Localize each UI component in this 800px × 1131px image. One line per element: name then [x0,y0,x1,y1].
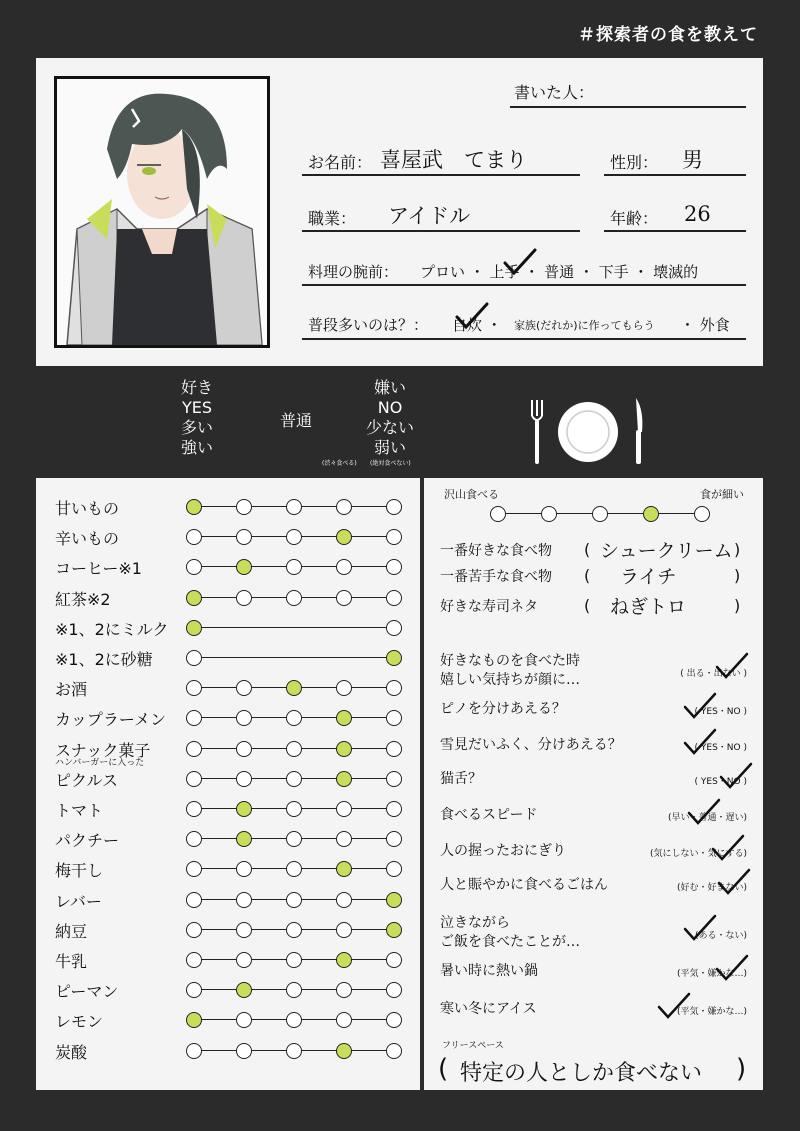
question-options: (好む・好まない) [676,883,747,893]
scale-option-2[interactable] [236,499,252,515]
scale-option-4[interactable] [336,741,352,757]
scale-option-3[interactable] [286,771,302,787]
usual-option-2: 家族(だれか)に作ってもらう [514,319,655,332]
writer-line [510,106,746,108]
scale-option-4[interactable] [336,680,352,696]
scale-option-4[interactable] [336,1043,352,1059]
sushi-label: 好きな寿司ネタ [440,599,538,615]
preference-label: 炭酸 [55,1042,88,1062]
scale-option-2[interactable] [236,922,252,938]
preference-scale[interactable] [186,861,396,877]
scale-option-5[interactable] [386,922,402,938]
preference-scale[interactable] [186,559,396,575]
question-options: ( YES・NO ) [694,707,747,717]
preference-label: トマト [55,801,104,820]
gender-value: 男 [682,148,703,172]
preference-sublabel: ハンバーガーに入った [55,757,145,768]
question-text-1: 猫舌？ [440,771,482,787]
cooking-options: プロい ・ 上手 ・ 普通 ・ 下手 ・ 壊滅的 [420,263,699,281]
age-value: 26 [684,202,711,226]
preference-scale[interactable] [186,801,396,817]
scale-right-1: 嫌い [373,378,406,397]
appetite-option-1[interactable] [490,506,506,522]
scale-option-2[interactable] [236,1012,252,1028]
preference-row [36,975,420,1005]
question-text-1: 泣きながら [440,915,510,931]
scale-option-5[interactable] [386,680,402,696]
check-icon [714,954,750,982]
preference-label: ピーマン [55,982,119,1002]
check-icon [686,798,722,826]
preference-label: 紅茶※2 [55,589,111,609]
scale-option-4[interactable] [336,952,352,968]
job-label: 職業： [308,209,357,228]
name-value: 喜屋武 てまり [380,148,527,172]
scale-option-3[interactable] [286,801,302,817]
cooking-check-icon [502,248,538,276]
name-label: お名前： [308,153,373,172]
scale-option-4[interactable] [336,892,352,908]
appetite-option-2[interactable] [541,506,557,522]
scale-option-2[interactable] [236,801,252,817]
question-options: ( YES・NO ) [694,777,747,787]
scale-option-2[interactable] [386,620,402,636]
scale-option-1[interactable] [186,952,202,968]
question-text-1: 暑い時に熱い鍋 [440,963,538,979]
preference-scale[interactable] [186,650,396,666]
least-favorite-open-paren: ( [584,566,591,585]
preference-scale[interactable] [186,741,396,757]
question-text-2: ご飯を食べたことが… [440,934,580,950]
least-favorite-food-value: ライチ [620,566,677,588]
preference-row [36,915,420,945]
preference-scale[interactable] [186,1043,396,1059]
scale-option-5[interactable] [386,831,402,847]
scale-option-4[interactable] [336,499,352,515]
sushi-open-paren: ( [584,596,591,615]
question-options: (早い・普通・遅い) [667,813,747,823]
scale-option-1[interactable] [186,892,202,908]
preference-label: 辛いもの [55,529,120,549]
scale-option-2[interactable] [236,1043,252,1059]
scale-option-4[interactable] [336,982,352,998]
preference-label: お酒 [55,680,88,700]
scale-option-2[interactable] [236,861,252,877]
scale-option-4[interactable] [336,559,352,575]
scale-small-note-2: (絶対食べない) [370,460,411,467]
preference-card [36,478,420,1090]
least-favorite-close-paren: ) [734,566,741,585]
scale-left-3: 多い [180,418,213,437]
scale-option-4[interactable] [336,590,352,606]
preference-label: ※1、2に砂糖 [55,650,153,669]
question-text-2: 嬉しい気持ちが顔に… [440,672,580,688]
preference-scale[interactable] [186,1012,396,1028]
preference-scale[interactable] [186,831,396,847]
appetite-option-5[interactable] [694,506,710,522]
scale-option-4[interactable] [336,771,352,787]
scale-option-1[interactable] [186,529,202,545]
scale-option-2[interactable] [236,831,252,847]
preference-row [36,945,420,975]
scale-option-3[interactable] [286,892,302,908]
preference-row [36,885,420,915]
job-line [302,230,580,232]
scale-option-3[interactable] [286,680,302,696]
scale-option-1[interactable] [186,559,202,575]
preference-row [36,492,420,522]
usual-line [302,338,746,340]
scale-line [194,657,388,658]
scale-option-5[interactable] [386,559,402,575]
preference-label: スナック菓子 [55,740,151,760]
preference-row [36,583,420,613]
cooking-label: 料理の腕前： [308,263,399,281]
scale-option-2[interactable] [236,892,252,908]
preference-row [36,703,420,733]
usual-label: 普段多いのは？： [308,316,429,334]
appetite-option-3[interactable] [592,506,608,522]
scale-option-1[interactable] [186,590,202,606]
job-value: アイドル [388,204,471,228]
scale-header [0,368,800,468]
cutlery-icon [524,396,654,468]
check-icon [710,834,746,862]
preference-scale[interactable] [186,620,396,636]
preference-label: ※1、2にミルク [55,619,169,639]
preference-label: 梅干し [55,861,104,881]
scale-right-4: 弱い [373,438,406,457]
page-title: ＃探索者の食を教えて [578,25,758,45]
scale-option-3[interactable] [286,922,302,938]
scale-option-2[interactable] [236,680,252,696]
check-icon [682,728,718,756]
preference-label: 納豆 [55,921,88,941]
check-icon [718,762,754,790]
scale-option-3[interactable] [286,529,302,545]
writer-label: 書いた人： [514,83,595,102]
preference-label: レバー [55,891,102,911]
free-space-label: フリースペース [442,1041,504,1051]
check-icon [682,692,718,720]
favorite-food-value: シュークリーム [600,540,733,562]
question-text-1: 人と賑やかに食べるごはん [440,877,608,893]
check-icon [682,914,718,942]
sushi-value: ねぎトロ [610,596,687,618]
scale-line [194,627,388,628]
scale-right-3: 少ない [365,418,414,437]
scale-option-2[interactable] [236,590,252,606]
scale-option-5[interactable] [386,590,402,606]
scale-option-2[interactable] [236,559,252,575]
scale-option-3[interactable] [286,1012,302,1028]
profile-card [36,58,763,366]
question-text-1: 雪見だいふく、分けあえる？ [440,737,622,753]
scale-option-2[interactable] [236,982,252,998]
free-space-open-paren: ( [438,1054,449,1084]
question-options: ( YES・NO ) [694,743,747,753]
scale-option-3[interactable] [286,741,302,757]
scale-option-1[interactable] [186,499,202,515]
scale-option-5[interactable] [386,892,402,908]
cooking-line [302,284,746,286]
preference-row [36,794,420,824]
check-icon [714,652,750,680]
usual-option-3: ・ 外食 [680,316,730,334]
scale-option-4[interactable] [336,529,352,545]
scale-option-5[interactable] [386,710,402,726]
scale-option-1[interactable] [186,1012,202,1028]
preference-row [36,552,420,582]
age-label: 年齢： [610,209,659,228]
scale-option-4[interactable] [336,922,352,938]
favorite-food-open-paren: ( [584,540,591,559]
scale-option-4[interactable] [336,831,352,847]
scale-small-note-1: (渋々食べる) [322,460,357,467]
preference-row [36,757,420,794]
scale-option-1[interactable] [186,650,202,666]
scale-option-3[interactable] [286,710,302,726]
preference-scale[interactable] [186,529,396,545]
scale-option-1[interactable] [186,771,202,787]
scale-option-4[interactable] [336,1012,352,1028]
favorite-food-label: 一番好きな食べ物 [440,543,552,559]
scale-option-5[interactable] [386,741,402,757]
free-space-value: 特定の人としか食べない [460,1061,703,1086]
usual-check-icon [454,302,490,330]
scale-left-4: 強い [180,438,213,457]
least-favorite-food-label: 一番苦手な食べ物 [440,569,552,585]
preference-scale[interactable] [186,771,396,787]
scale-option-1[interactable] [186,861,202,877]
preference-label: 牛乳 [55,952,88,971]
scale-option-4[interactable] [336,801,352,817]
scale-option-3[interactable] [286,590,302,606]
question-text-1: 人の握ったおにぎり [440,843,566,859]
scale-left-1: 好き [180,378,213,397]
preference-row [36,613,420,643]
character-portrait [54,76,270,348]
preference-scale[interactable] [186,922,396,938]
preference-row [36,1005,420,1035]
preference-label: コーヒー※1 [55,559,142,579]
appetite-scale[interactable] [490,506,710,522]
preference-label: 甘いもの [55,499,120,518]
scale-option-3[interactable] [286,952,302,968]
question-options: (ある・ない) [694,931,747,941]
scale-option-1[interactable] [186,741,202,757]
scale-option-1[interactable] [186,680,202,696]
question-options: ( 出る・出ない ) [680,669,747,679]
preference-scale[interactable] [186,952,396,968]
scale-option-3[interactable] [286,831,302,847]
free-space-close-paren: ) [736,1054,747,1084]
scale-option-5[interactable] [386,861,402,877]
details-card [424,478,763,1090]
gender-label: 性別： [610,153,659,172]
scale-option-2[interactable] [236,771,252,787]
scale-option-2[interactable] [386,650,402,666]
question-text-1: ピノを分けあえる？ [440,701,566,717]
scale-right-legend [358,378,422,458]
check-icon [656,992,692,1020]
preference-row [36,824,420,854]
question-text-1: 寒い冬にアイス [440,1001,537,1017]
preference-row [36,522,420,552]
question-options: (平気・嫌かな…) [676,969,747,979]
name-line [302,174,580,176]
scale-option-1[interactable] [186,801,202,817]
scale-option-1[interactable] [186,922,202,938]
preference-label: カップラーメン [55,710,167,730]
scale-left-2: YES [181,398,213,417]
scale-middle-legend: 普通 [279,411,312,430]
scale-option-2[interactable] [236,710,252,726]
card-divider [422,478,424,1090]
scale-option-2[interactable] [236,529,252,545]
scale-option-1[interactable] [186,1043,202,1059]
scale-option-3[interactable] [286,559,302,575]
question-text-1: 好きなものを食べた時 [440,653,580,669]
preference-scale[interactable] [186,710,396,726]
scale-option-5[interactable] [386,1012,402,1028]
preference-row [36,673,420,703]
preference-scale[interactable] [186,982,396,998]
scale-option-2[interactable] [236,952,252,968]
scale-option-4[interactable] [336,861,352,877]
scale-option-1[interactable] [186,831,202,847]
scale-option-4[interactable] [336,710,352,726]
question-options: (平気・嫌かな…) [676,1007,747,1017]
preference-label: ピクルス [55,770,119,790]
scale-left-legend [165,378,229,458]
preference-row [36,643,420,673]
scale-option-3[interactable] [286,982,302,998]
preference-scale[interactable] [186,680,396,696]
preference-scale[interactable] [186,499,396,515]
scale-option-5[interactable] [386,1043,402,1059]
question-text-1: 食べるスピード [440,807,538,823]
preference-label: レモン [55,1012,104,1032]
usual-option-1: 自炊 ・ [452,316,502,334]
preference-scale[interactable] [186,892,396,908]
scale-option-2[interactable] [236,741,252,757]
question-options: (気にしない・気にする) [649,849,747,859]
scale-option-1[interactable] [186,620,202,636]
scale-option-5[interactable] [386,499,402,515]
favorite-food-close-paren: ) [734,540,741,559]
scale-option-3[interactable] [286,861,302,877]
scale-option-5[interactable] [386,801,402,817]
scale-option-1[interactable] [186,982,202,998]
scale-option-1[interactable] [186,710,202,726]
appetite-left-label: 沢山食べる [444,488,499,501]
preference-row [36,854,420,884]
appetite-right-label: 食が細い [700,488,744,501]
sushi-close-paren: ) [734,596,741,615]
age-line [604,230,746,232]
preference-row [36,1036,420,1066]
scale-right-2: NO [377,398,403,417]
check-icon [716,868,752,896]
scale-option-3[interactable] [286,1043,302,1059]
scale-option-5[interactable] [386,952,402,968]
scale-option-5[interactable] [386,982,402,998]
preference-label: パクチー [55,831,120,851]
gender-line [604,174,746,176]
scale-option-3[interactable] [286,499,302,515]
preference-scale[interactable] [186,590,396,606]
appetite-option-4[interactable] [643,506,659,522]
scale-option-5[interactable] [386,771,402,787]
scale-option-5[interactable] [386,529,402,545]
